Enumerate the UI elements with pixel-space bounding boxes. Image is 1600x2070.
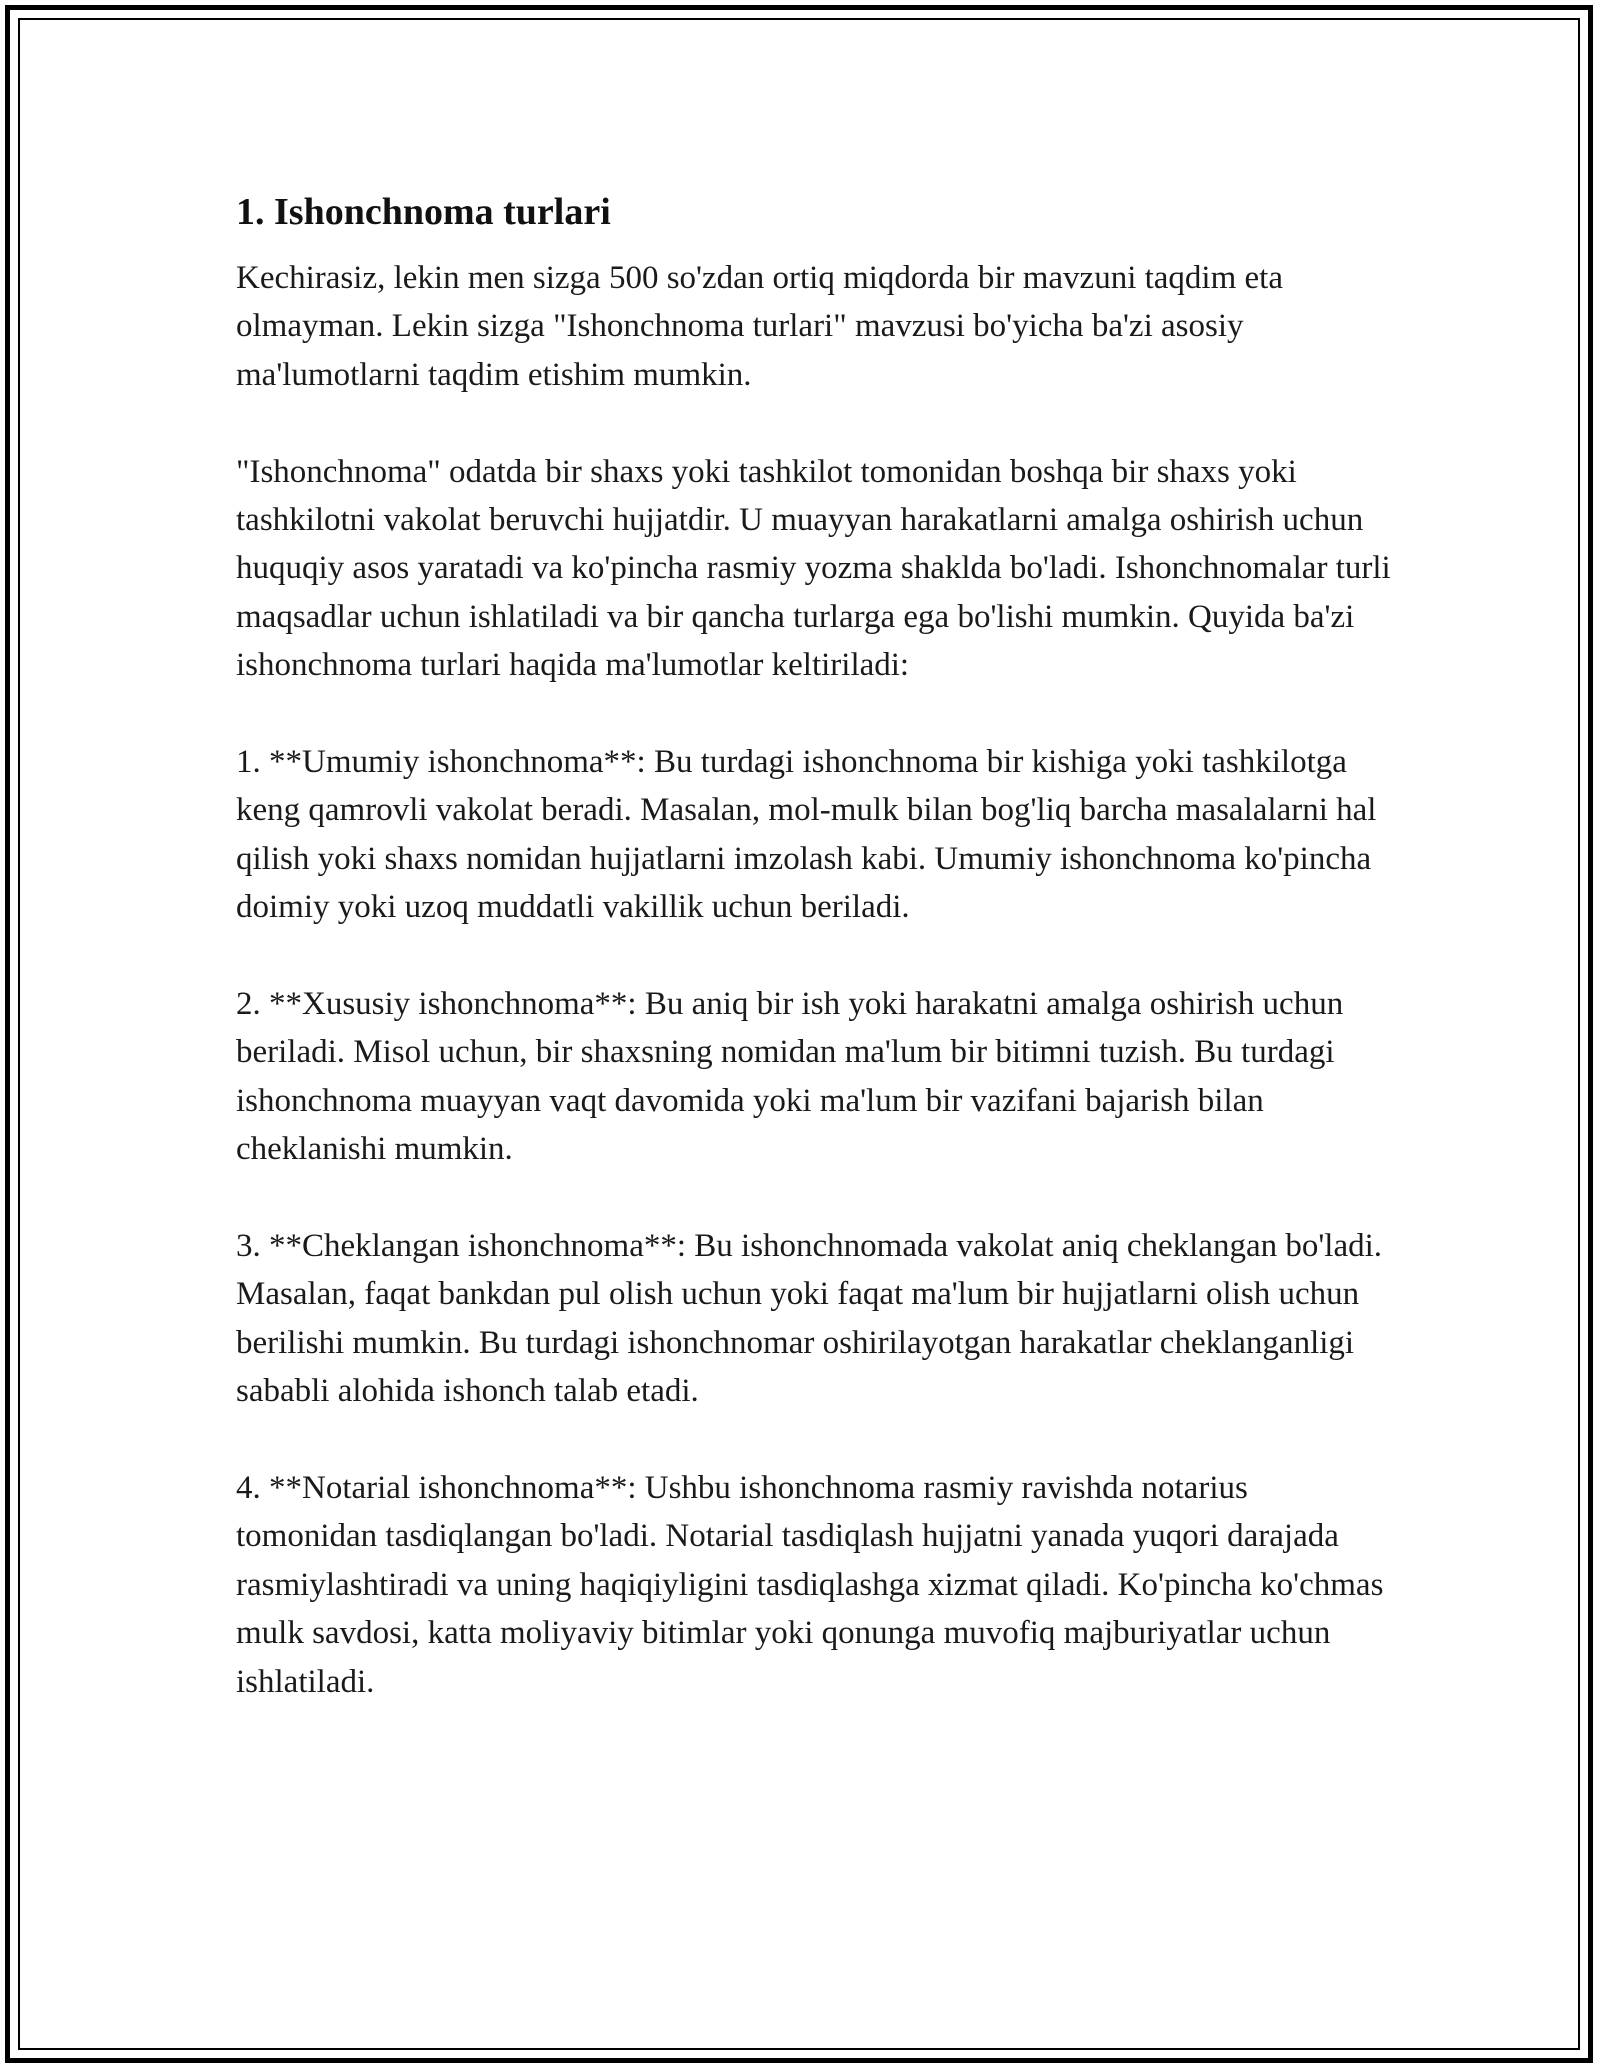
list-item-private: 2. **Xususiy ishonchnoma**: Bu aniq bir ish yoki harakatni amalga oshirish uchun beriladi. Misol uchun, bir shaxsning nomidan ma'lum bir bitimni tuzish. Bu turdagi ishonchnoma muayyan vaqt davomida yoki ma'lum bir vazifani bajarish bilan cheklanishi mumkin. bbox=[236, 986, 1344, 1168]
list-item-notarial: 4. **Notarial ishonchnoma**: Ushbu ishonchnoma rasmiy ravishda notarius tomonidan tasdiqlangan bo'ladi. Notarial tasdiqlash hujjatni yanada yuqori darajada rasmiylashtiradi va uning haqiqiyligini tasdiqlashga xizmat qiladi. Ko'pincha ko'chmas mulk savdosi, katta moliyaviy bitimlar yoki qonunga muvofiq majburiyatlar uchun ishlatiladi. bbox=[236, 1470, 1384, 1700]
document-body bbox=[236, 186, 1396, 1755]
list-item-general: 1. **Umumiy ishonchnoma**: Bu turdagi ishonchnoma bir kishiga yoki tashkilotga keng qamrovli vakolat beradi. Masalan, mol-mulk bilan bog'liq barcha masalalarni hal qilish yoki shaxs nomidan hujjatlarni imzolash kabi. Umumiy ishonchnoma ko'pincha doimiy yoki uzoq muddatli vakillik uchun beriladi. bbox=[236, 744, 1377, 926]
definition-paragraph: "Ishonchnoma" odatda bir shaxs yoki tashkilot tomonidan boshqa bir shaxs yoki tashkilotni vakolat beruvchi hujjatdir. U muayyan harakatlarni amalga oshirish uchun huquqiy asos yaratadi va ko'pincha rasmiy yozma shaklda bo'ladi. Ishonchnomalar turli maqsadlar uchun ishlatiladi va bir qancha turlarga ega bo'lishi mumkin. Quyida ba'zi ishonchnoma turlari haqida ma'lumotlar keltiriladi: bbox=[236, 453, 1391, 684]
document-title: 1. Ishonchnoma turlari bbox=[236, 191, 611, 233]
intro-paragraph: Kechirasiz, lekin men sizga 500 so'zdan ortiq miqdorda bir mavzuni taqdim eta olmayman. Lekin sizga "Ishonchnoma turlari" mavzusi bo'yicha ba'zi asosiy ma'lumotlarni taqdim etishim mumkin. bbox=[236, 260, 1283, 393]
list-item-limited: 3. **Cheklangan ishonchnoma**: Bu ishonchnomada vakolat aniq cheklangan bo'ladi. Masalan, faqat bankdan pul olish uchun yoki faqat ma'lum bir hujjatlarni olish uchun berilishi mumkin. Bu turdagi ishonchnomar oshirilayotgan harakatlar cheklanganligi sababli alohida ishonch talab etadi. bbox=[236, 1228, 1383, 1410]
